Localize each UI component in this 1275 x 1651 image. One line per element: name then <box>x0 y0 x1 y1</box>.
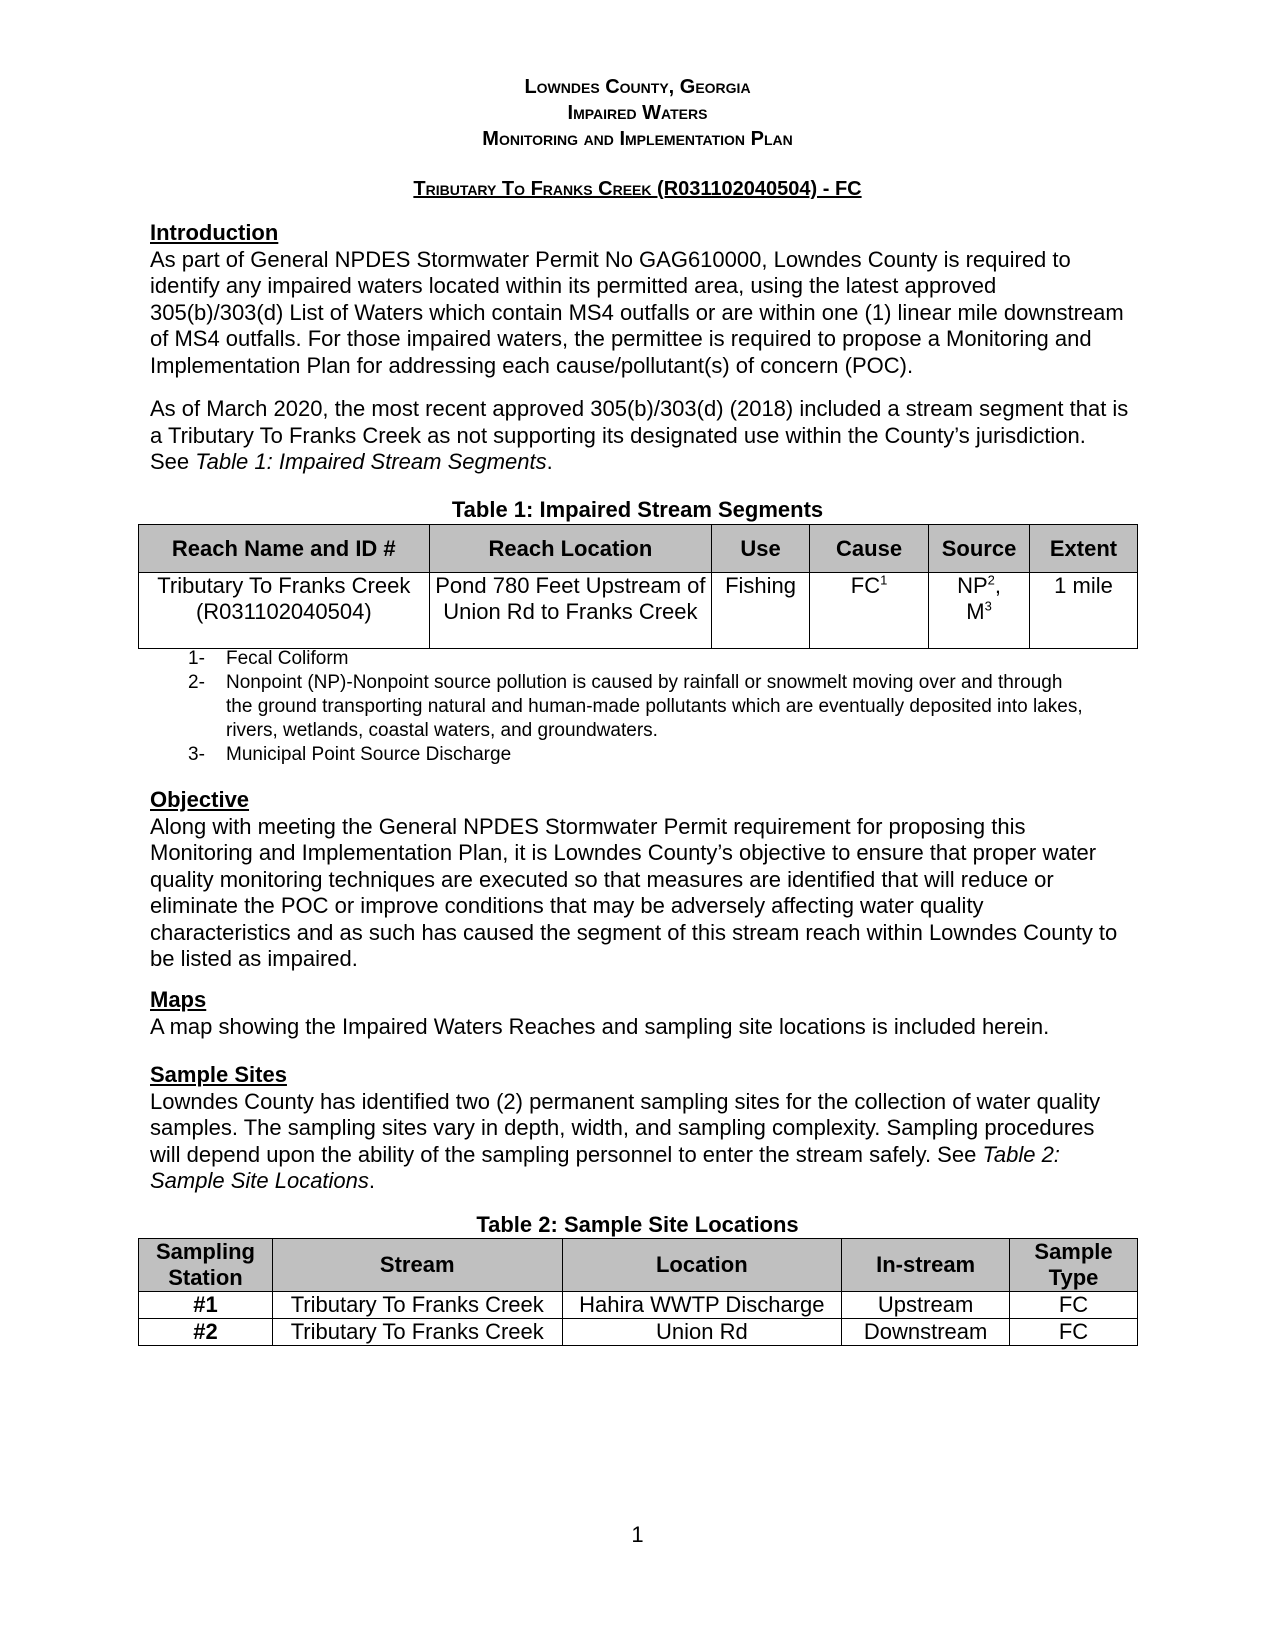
header-county: Lowndes County, Georgia <box>524 76 751 98</box>
sample-type-cell: FC <box>1010 1319 1138 1346</box>
footnote-text: Fecal Coliform <box>226 648 349 669</box>
in-stream-cell: Downstream <box>842 1319 1010 1346</box>
sample-sites-section <box>150 1062 1130 1195</box>
table1-footnotes <box>150 647 1090 767</box>
page-number: 1 <box>631 1522 644 1547</box>
sample-sites-text <box>150 1089 1130 1195</box>
sample-sites-table-ref: Table 2: Sample Site Locations <box>150 1141 1060 1193</box>
objective-section <box>150 787 1130 973</box>
cause-cell <box>810 573 929 649</box>
table2-header: Sampling Station <box>139 1239 273 1292</box>
footnote-text: Nonpoint (NP)-Nonpoint source pollution is caused by rainfall or snowmelt moving over and through the ground transporting natural and human-made pollutants which are eventually deposited into lakes, rivers, wetlands, coastal waters, and groundwaters. <box>226 672 1083 741</box>
station-cell: #1 <box>139 1292 273 1319</box>
table1-header: Reach Location <box>429 525 712 573</box>
introduction-section <box>150 220 1130 379</box>
cause-value: FC <box>850 573 881 598</box>
table2-header-row <box>139 1239 1138 1292</box>
footnote-number: 3- <box>188 744 205 765</box>
source-np-footnote-ref: 2 <box>987 572 995 588</box>
cause-footnote-ref: 1 <box>880 572 888 588</box>
reach-name-cell <box>139 573 430 649</box>
table2-header: Sample Type <box>1010 1239 1138 1292</box>
footnote <box>150 647 1090 671</box>
footnote <box>150 743 1090 767</box>
source-m-footnote-ref: 3 <box>984 598 992 614</box>
sample-sites-end: . <box>368 1168 376 1193</box>
stream-cell: Tributary To Franks Creek <box>272 1292 562 1319</box>
reach-location-cell: Pond 780 Feet Upstream of Union Rd to Franks Creek <box>429 573 712 649</box>
table-row <box>139 573 1138 649</box>
header-impaired-waters: Impaired Waters <box>567 102 708 124</box>
intro-para2-table-ref: Table 1: Impaired Stream Segments <box>195 449 547 474</box>
objective-heading: Objective <box>150 787 250 812</box>
footnote-number: 1- <box>188 648 205 669</box>
sample-sites-heading: Sample Sites <box>150 1062 287 1087</box>
table-row <box>139 1292 1138 1319</box>
intro-para2-end: . <box>546 449 553 474</box>
table2-header: Stream <box>272 1239 562 1292</box>
extent-cell: 1 mile <box>1029 573 1137 649</box>
table1-header: Reach Name and ID # <box>139 525 430 573</box>
maps-heading: Maps <box>150 987 207 1012</box>
table1-header: Cause <box>810 525 929 573</box>
stream-cell: Tributary To Franks Creek <box>272 1319 562 1346</box>
introduction-paragraph-2 <box>150 396 1130 476</box>
footnote <box>150 671 1090 743</box>
table2-header: Location <box>562 1239 842 1292</box>
reach-id: (R031102040504) <box>195 599 372 624</box>
maps-section <box>150 987 1130 1040</box>
footnote-number: 2- <box>188 672 205 693</box>
objective-text: Along with meeting the General NPDES Stormwater Permit requirement for proposing this Monitoring and Implementation Plan, it is Lowndes County’s objective to ensure that proper water quality monitoring techniques are executed so that measures are identified that will reduce or eliminate the POC or improve conditions that may be adversely affecting water quality characteristics and as such has caused the segment of this stream reach within Lowndes County to be listed as impaired. <box>150 813 1118 971</box>
in-stream-cell: Upstream <box>842 1292 1010 1319</box>
table2-header: In-stream <box>842 1239 1010 1292</box>
reach-name: Tributary To Franks Creek <box>157 573 411 598</box>
table1-header: Use <box>712 525 810 573</box>
table1-header: Extent <box>1029 525 1137 573</box>
footnote-text: Municipal Point Source Discharge <box>226 744 512 765</box>
station-cell: #2 <box>139 1319 273 1346</box>
sample-sites-body: Lowndes County has identified two (2) permanent sampling sites for the collection of water quality samples. The sampling sites vary in depth, width, and sampling complexity. Sampling procedures will depend upon the ability of the sampling personnel to enter the stream safely. See <box>150 1088 1101 1167</box>
source-cell <box>929 573 1030 649</box>
location-cell: Hahira WWTP Discharge <box>562 1292 842 1319</box>
introduction-paragraph-1: As part of General NPDES Stormwater Permit No GAG610000, Lowndes County is required to identify any impaired waters located within its permitted area, using the latest approved 305(b)/303(d) List of Waters which contain MS4 outfalls or are within one (1) linear mile downstream of MS4 outfalls. For those impaired waters, the permittee is required to propose a Monitoring and Implementation Plan for addressing each cause/pollutant(s) of concern (POC). <box>150 246 1124 378</box>
intro-para2-text: As of March 2020, the most recent approved 305(b)/303(d) (2018) included a stream segment that is a Tributary To Franks Creek as not supporting its designated use within the County’s jurisdiction. See <box>150 396 1129 474</box>
introduction-heading: Introduction <box>150 220 279 245</box>
maps-text: A map showing the Impaired Waters Reaches and sampling site locations is included herein. <box>150 1013 1050 1039</box>
sample-type-cell: FC <box>1010 1292 1138 1319</box>
impaired-segments-table <box>138 524 1138 649</box>
table1-header-row <box>139 525 1138 573</box>
table1-caption: Table 1: Impaired Stream Segments <box>451 497 824 522</box>
document-header <box>0 74 1275 152</box>
source-np: NP <box>957 573 988 598</box>
table-row <box>139 1319 1138 1346</box>
document-subtitle: Tributary To Franks Creek (R031102040504) - FC <box>413 178 862 200</box>
table1-header: Source <box>929 525 1030 573</box>
source-m: M <box>966 599 985 624</box>
table2-caption: Table 2: Sample Site Locations <box>476 1212 799 1237</box>
use-cell: Fishing <box>712 573 810 649</box>
sample-sites-table <box>138 1238 1138 1346</box>
source-separator: , <box>994 573 1001 598</box>
location-cell: Union Rd <box>562 1319 842 1346</box>
header-plan-title: Monitoring and Implementation Plan <box>482 128 793 150</box>
